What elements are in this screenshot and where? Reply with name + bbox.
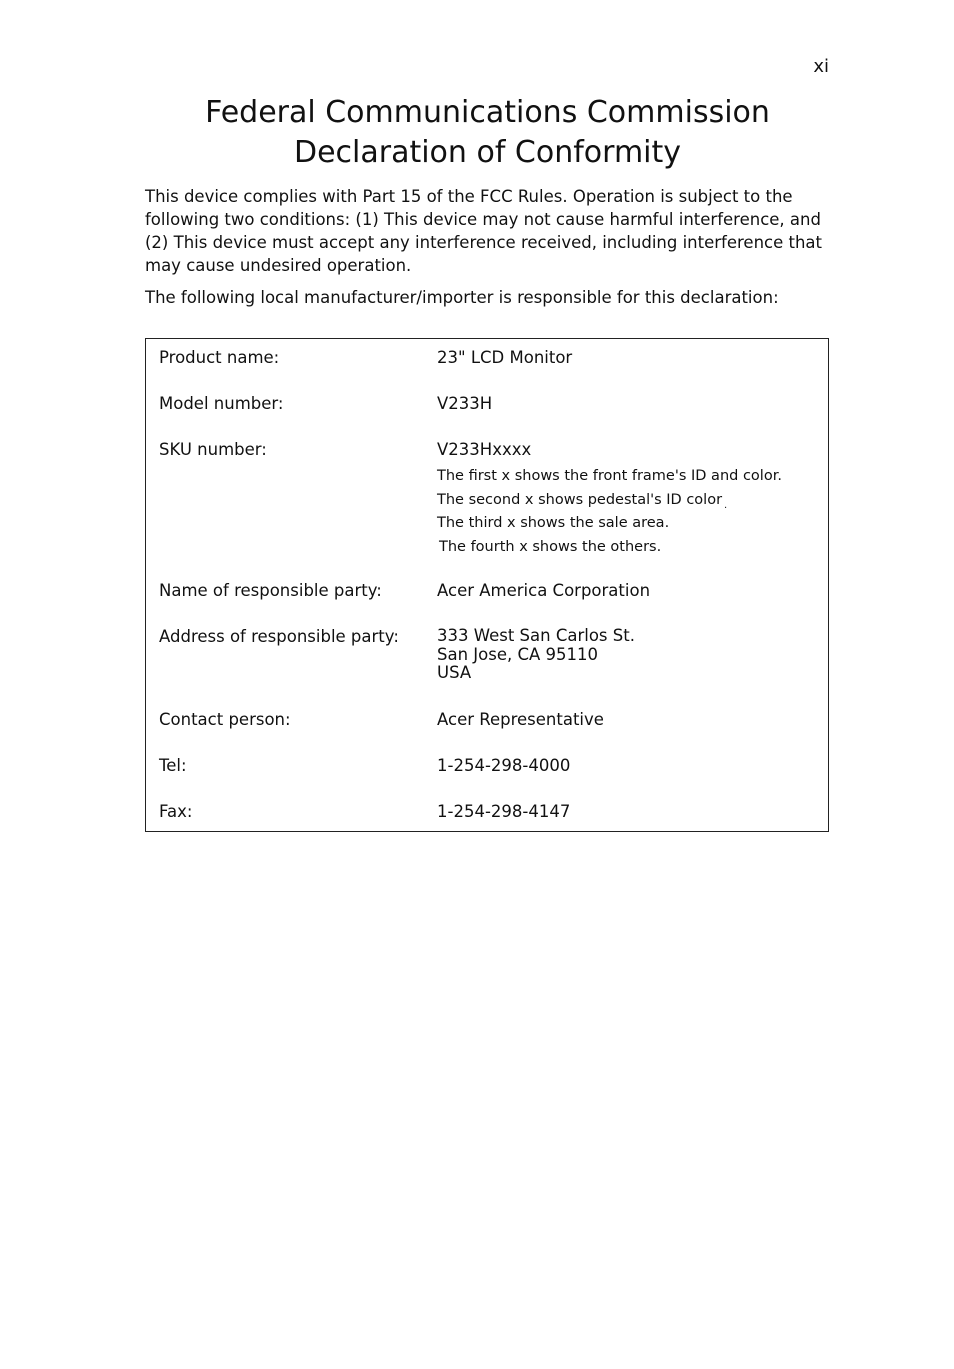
sku-note: The third x shows the sale area.	[437, 515, 670, 531]
sku-note: The second x shows pedestal's ID color .	[437, 490, 782, 514]
address-label: Address of responsible party:	[159, 627, 399, 646]
page-title	[145, 93, 830, 173]
responsible-party-label: Name of responsible party:	[159, 581, 382, 600]
address-line: San Jose, CA 95110	[437, 644, 599, 664]
product-name-label: Product name:	[159, 348, 280, 367]
model-number-value: V233H	[437, 394, 493, 413]
sku-note: The first x shows the front frame's ID and color.	[437, 468, 782, 484]
address-value	[437, 627, 635, 683]
model-number-label: Model number:	[159, 394, 284, 413]
sku-note: The fourth x shows the others.	[439, 538, 662, 555]
tel-label: Tel:	[159, 756, 187, 775]
contact-person-label: Contact person:	[159, 710, 291, 729]
responsible-party-value: Acer America Corporation	[437, 581, 651, 600]
contact-person-value: Acer Representative	[437, 710, 604, 729]
sku-number-label: SKU number:	[159, 440, 267, 459]
address-line: 333 West San Carlos St.	[437, 626, 635, 645]
sku-number-value: V233Hxxxx	[437, 440, 532, 459]
title-line-2: Declaration of Conformity	[293, 135, 682, 170]
title-line-1: Federal Communications Commission	[205, 95, 770, 130]
responsibility-paragraph: The following local manufacturer/importer is responsible for this declaration:	[145, 288, 779, 307]
tel-value: 1-254-298-4000	[437, 756, 571, 775]
product-name-value: 23" LCD Monitor	[437, 348, 573, 367]
declaration-table	[145, 338, 829, 832]
stray-dot-mark: .	[724, 499, 728, 511]
page-number: xi	[813, 56, 829, 77]
fax-value: 1-254-298-4147	[437, 802, 571, 821]
sku-notes	[437, 466, 782, 560]
address-line: USA	[437, 663, 472, 682]
compliance-paragraph: This device complies with Part 15 of the FCC Rules. Operation is subject to the following two conditions: (1) This device may not cause harmful interference, and (2) This device must accept any interference received, including interference that may cause undesired operation.	[145, 187, 822, 275]
fax-label: Fax:	[159, 802, 193, 821]
